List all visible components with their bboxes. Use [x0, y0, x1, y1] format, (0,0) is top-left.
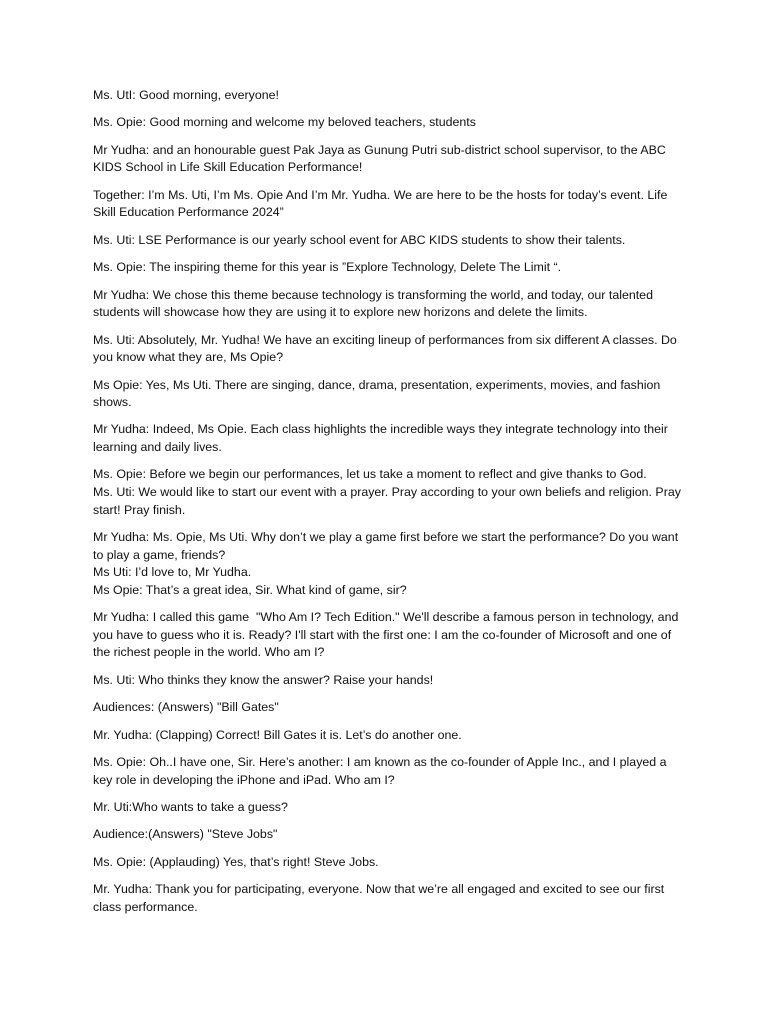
text-line: Ms Opie: That’s a great idea, Sir. What kind of game, sir? — [93, 582, 407, 597]
text-line: Audiences: (Answers) "Bill Gates" — [93, 700, 279, 715]
paragraph-13 — [93, 609, 683, 662]
paragraph-19 — [93, 826, 683, 844]
text-line: Ms. Uti: Who thinks they know the answer? Raise your hands! — [93, 672, 434, 687]
paragraph-16 — [93, 727, 683, 745]
paragraph-6 — [93, 259, 683, 277]
paragraph-8 — [93, 332, 683, 367]
text-line: Mr. Yudha: Thank you for participating, everyone. Now that we’re all engaged and excited to see our first class performance. — [93, 882, 668, 914]
paragraph-7 — [93, 287, 683, 322]
text-line: Ms. Opie: Before we begin our performances, let us take a moment to reflect and give thanks to God. — [93, 467, 647, 482]
text-line: Ms. Uti: LSE Performance is our yearly school event for ABC KIDS students to show their talents. — [93, 232, 626, 247]
text-line: Ms. Opie: The inspiring theme for this year is ”Explore Technology, Delete The Limit “. — [93, 260, 562, 275]
paragraph-18 — [93, 799, 683, 817]
text-line: Ms Uti: I’d love to, Mr Yudha. — [93, 565, 252, 580]
paragraph-1 — [93, 87, 683, 105]
text-line: Ms. UtI: Good morning, everyone! — [93, 88, 279, 102]
paragraph-12 — [93, 529, 683, 599]
paragraph-3 — [93, 142, 683, 177]
paragraph-5 — [93, 232, 683, 250]
paragraph-17 — [93, 754, 683, 789]
text-line: Ms. Uti: We would like to start our event with a prayer. Pray according to your own beliefs and religion. Pray start! Pray finish. — [93, 485, 685, 517]
paragraph-11 — [93, 466, 683, 519]
text-line: Mr Yudha: Ms. Opie, Ms Uti. Why don’t we play a game first before we start the performance? Do you want to play a game, friends? — [93, 530, 682, 562]
paragraph-2 — [93, 114, 683, 132]
text-line: Ms Opie: Yes, Ms Uti. There are singing, dance, drama, presentation, experiments, movies, and fashion shows. — [93, 377, 664, 410]
text-line: Ms. Opie: Good morning and welcome my beloved teachers, students — [93, 115, 476, 130]
paragraph-21 — [93, 881, 683, 916]
text-line: Mr. Uti:Who wants to take a guess? — [93, 799, 288, 814]
paragraph-9 — [93, 377, 683, 412]
paragraph-14 — [93, 672, 683, 690]
text-line: Ms. Uti: Absolutely, Mr. Yudha! We have an exciting lineup of performances from six different A classes. Do you know what they are, Ms Opie? — [93, 332, 681, 365]
text-line: Mr Yudha: We chose this theme because technology is transforming the world, and today, our talented students will showcase how they are using it to explore new horizons and delete the limits. — [93, 287, 657, 320]
text-line: Ms. Opie: (Applauding) Yes, that’s right! Steve Jobs. — [93, 854, 379, 869]
text-line: Mr Yudha: I called this game "Who Am I? Tech Edition." We'll describe a famous person in technology, and you have to guess who it is. Ready? I'll start with the first one: I am the co-founder of Microsoft and one of the richest people in the world. Who am I? — [93, 610, 682, 660]
text-line: Mr. Yudha: (Clapping) Correct! Bill Gates it is. Let’s do another one. — [93, 727, 462, 742]
text-line: Mr Yudha: Indeed, Ms Opie. Each class highlights the incredible ways they integrate technology into their learning and daily lives. — [93, 422, 672, 455]
text-line: Audience:(Answers) "Steve Jobs" — [93, 827, 278, 842]
paragraph-4 — [93, 187, 683, 222]
text-line: Together: I’m Ms. Uti, I’m Ms. Opie And I’m Mr. Yudha. We are here to be the hosts for today’s event. Life Skill Education Performance 2024” — [93, 187, 671, 220]
paragraph-10 — [93, 421, 683, 456]
document-page — [93, 87, 683, 926]
text-line: Mr Yudha: and an honourable guest Pak Jaya as Gunung Putri sub-district school supervisor, to the ABC KIDS School in Life Skill Education Performance! — [93, 142, 670, 175]
text-line: Ms. Opie: Oh..I have one, Sir. Here’s another: I am known as the co-founder of Apple Inc., and I played a key role in developing the iPhone and iPad. Who am I? — [93, 754, 670, 787]
paragraph-20 — [93, 854, 683, 872]
paragraph-15 — [93, 699, 683, 717]
